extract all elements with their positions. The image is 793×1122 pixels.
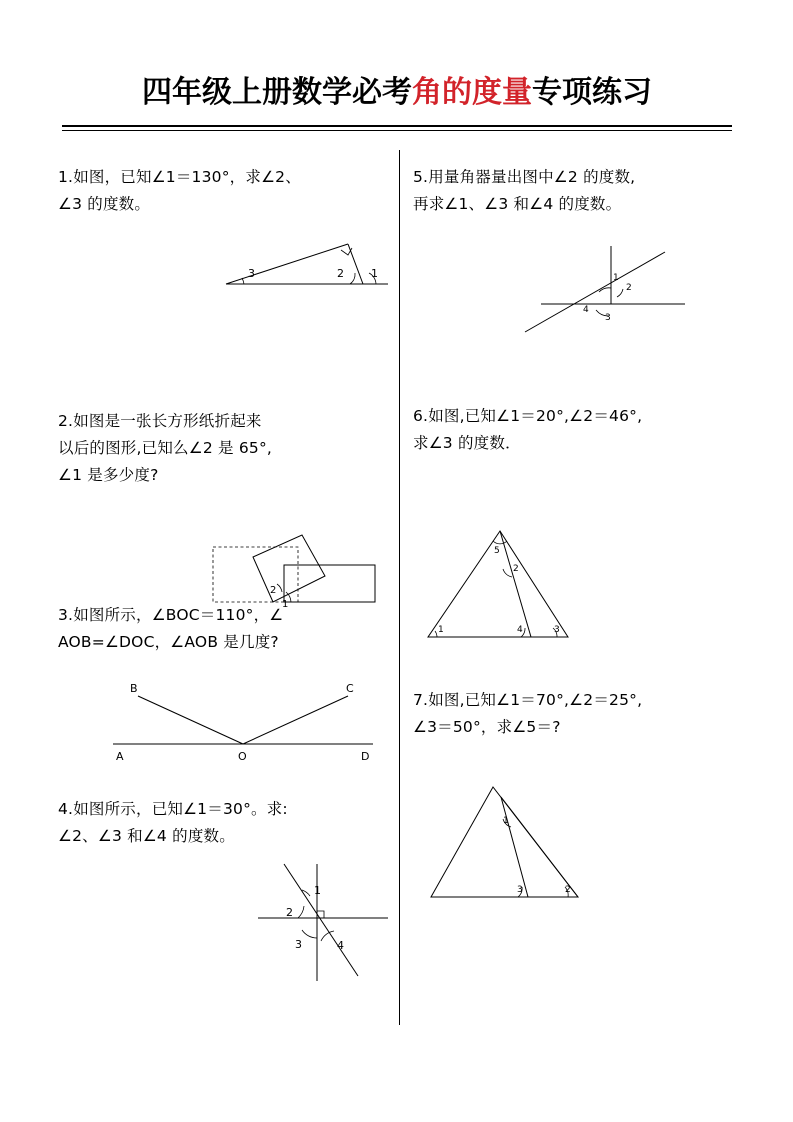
question-6-label-5: 5 bbox=[494, 546, 500, 556]
question-2-label-2: 2 bbox=[270, 585, 277, 596]
question-2-line-3: ∠1 是多少度? bbox=[58, 466, 159, 484]
page-title bbox=[62, 74, 732, 112]
question-1-line-2: ∠3 的度数。 bbox=[58, 195, 151, 213]
question-2-figure bbox=[58, 497, 388, 615]
question-5-line-1: 5.用量角器量出图中∠2 的度数, bbox=[413, 168, 636, 186]
question-2-line-2: 以后的图形,已知么∠2 是 65°, bbox=[58, 439, 273, 457]
question-7-label-1: 1 bbox=[503, 816, 509, 826]
question-7-line-2: ∠3＝50°，求∠5＝? bbox=[413, 718, 561, 736]
question-6-line-1: 6.如图,已知∠1＝20°,∠2＝46°, bbox=[413, 407, 643, 425]
question-2-label-1: 1 bbox=[282, 599, 289, 610]
question-7 bbox=[413, 687, 743, 915]
question-1-line-1: 1.如图，已知∠1＝130°，求∠2、 bbox=[58, 168, 301, 186]
title-divider-top bbox=[62, 125, 732, 127]
question-3-figure bbox=[58, 674, 388, 764]
question-5-line-2: 再求∠1、∠3 和∠4 的度数。 bbox=[413, 195, 622, 213]
question-7-line-1: 7.如图,已知∠1＝70°,∠2＝25°, bbox=[413, 691, 643, 709]
question-6-figure bbox=[413, 519, 743, 649]
question-6-label-2: 2 bbox=[513, 564, 519, 574]
question-7-figure bbox=[413, 775, 743, 915]
question-3-label-C: C bbox=[346, 682, 354, 695]
question-6-label-4: 4 bbox=[517, 625, 523, 635]
question-5-label-3: 3 bbox=[605, 313, 611, 323]
question-4-label-2: 2 bbox=[286, 906, 293, 919]
question-4-figure bbox=[58, 856, 388, 986]
question-3-label-B: B bbox=[130, 682, 138, 695]
question-1-label-1: 1 bbox=[371, 267, 378, 280]
question-3-line-2: AOB=∠DOC，∠AOB 是几度? bbox=[58, 633, 279, 651]
question-4-line-2: ∠2、∠3 和∠4 的度数。 bbox=[58, 827, 235, 845]
title-part-3: 专项练习 bbox=[532, 75, 652, 110]
question-1 bbox=[58, 164, 388, 290]
question-7-label-3: 3 bbox=[517, 885, 523, 895]
question-6 bbox=[413, 403, 743, 649]
question-1-label-2: 2 bbox=[337, 267, 344, 280]
question-6-line-2: 求∠3 的度数． bbox=[413, 434, 521, 452]
question-2 bbox=[58, 408, 388, 615]
question-5-label-1: 1 bbox=[613, 273, 619, 283]
question-5-label-2: 2 bbox=[626, 283, 632, 293]
question-4-label-1: 1 bbox=[314, 884, 321, 897]
question-3-line-1: 3.如图所示，∠BOC＝110°，∠ bbox=[58, 606, 284, 624]
question-3 bbox=[58, 602, 388, 764]
question-2-line-1: 2.如图是一张长方形纸折起来 bbox=[58, 412, 262, 430]
question-5-figure bbox=[413, 232, 743, 342]
title-part-accent: 角的度量 bbox=[412, 75, 532, 110]
question-3-label-O: O bbox=[238, 750, 247, 763]
column-divider bbox=[399, 150, 400, 1025]
title-part-1: 四年级上册数学必考 bbox=[142, 75, 412, 110]
question-3-label-A: A bbox=[116, 750, 124, 763]
question-7-label-2: 2 bbox=[565, 885, 571, 895]
question-4 bbox=[58, 796, 388, 986]
question-1-figure bbox=[58, 224, 388, 290]
question-4-line-1: 4.如图所示，已知∠1＝30°。求: bbox=[58, 800, 288, 818]
question-5 bbox=[413, 164, 743, 342]
question-4-label-4: 4 bbox=[337, 939, 344, 952]
question-4-label-3: 3 bbox=[295, 938, 302, 951]
question-6-label-1: 1 bbox=[438, 625, 444, 635]
title-divider-bottom bbox=[62, 130, 732, 131]
question-6-label-3: 3 bbox=[554, 625, 560, 635]
question-5-label-4: 4 bbox=[583, 305, 589, 315]
question-1-label-3: 3 bbox=[248, 267, 255, 280]
question-3-label-D: D bbox=[361, 750, 370, 763]
